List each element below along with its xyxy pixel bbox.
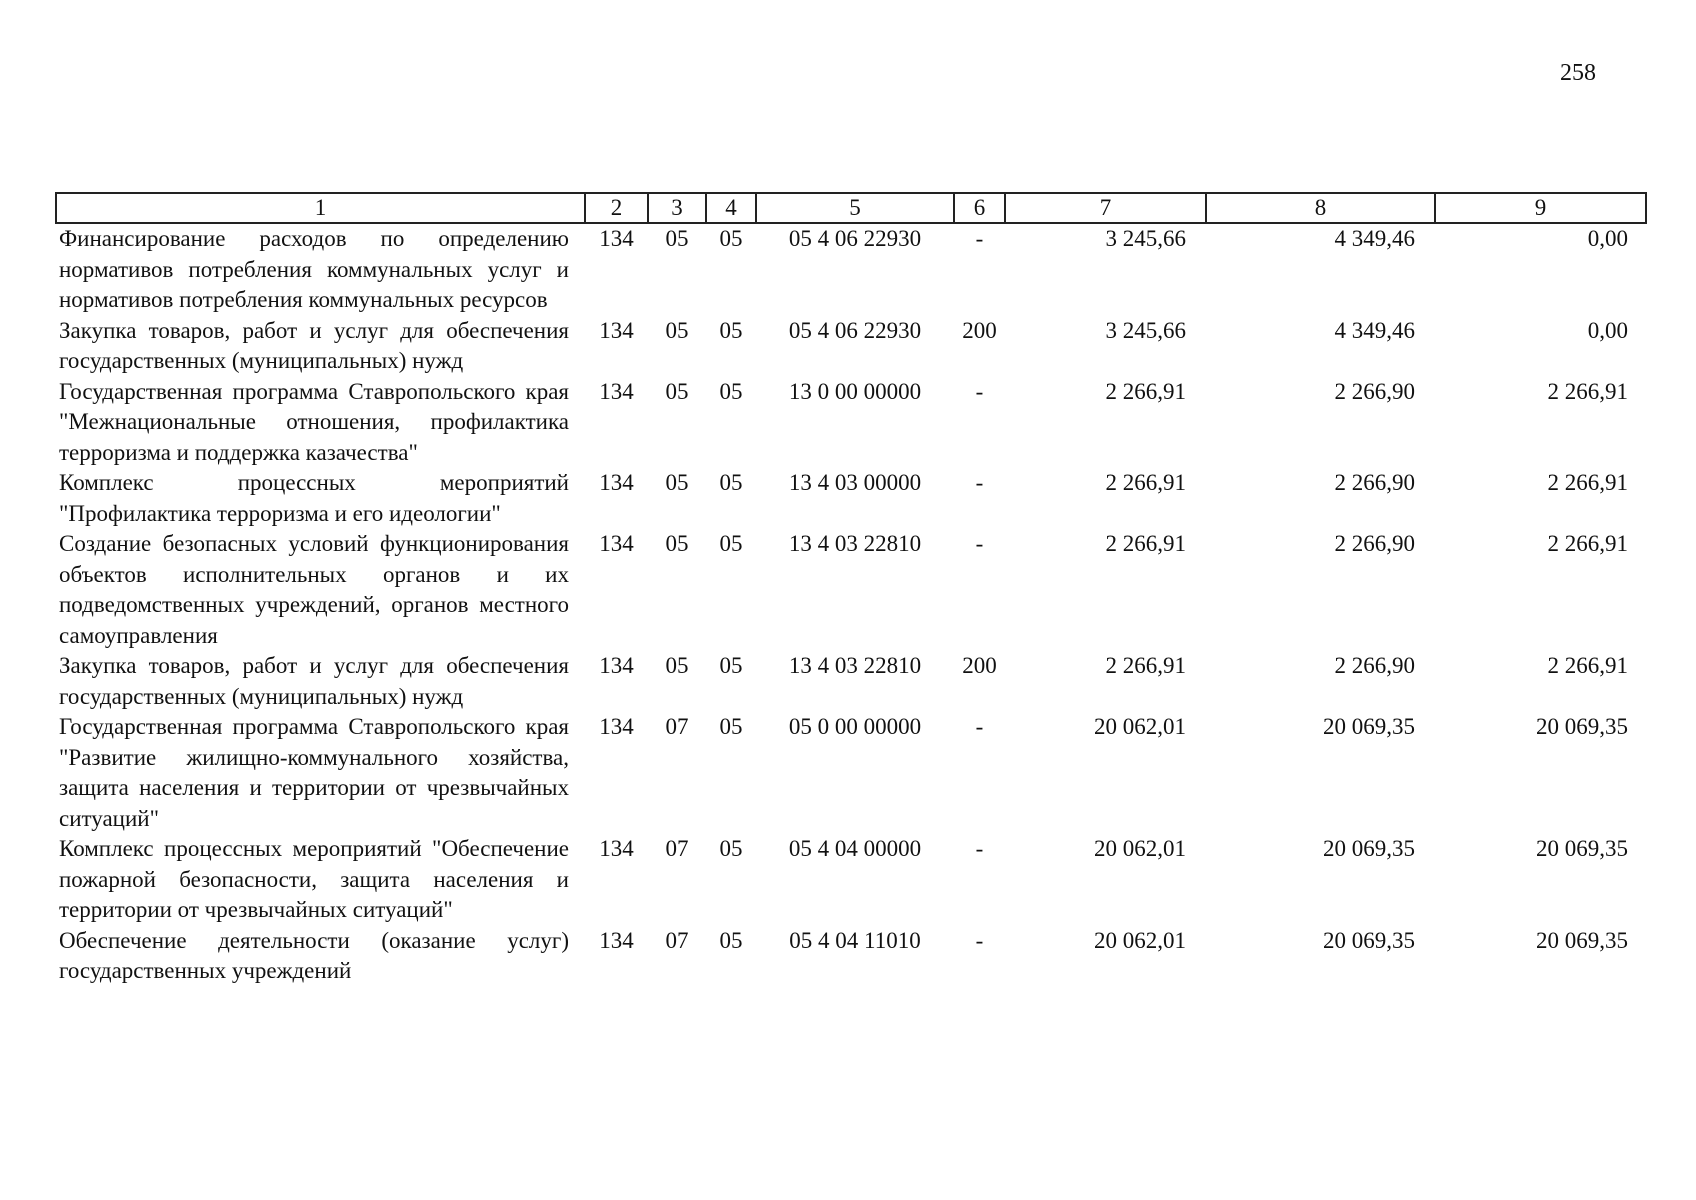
row-value-9: 0,00 <box>1587 317 1628 343</box>
row-name: Закупка товаров, работ и услуг для обеспечения государственных (муниципальных) нужд <box>59 653 569 709</box>
row-code-3: 07 <box>665 714 689 739</box>
column-header-5: 5 <box>756 193 954 223</box>
row-code-5: 13 4 03 22810 <box>788 531 922 556</box>
row-value-9: 0,00 <box>1587 226 1628 251</box>
row-code-3: 05 <box>665 470 689 495</box>
row-code-2: 134 <box>599 378 634 404</box>
column-header-4: 4 <box>706 193 756 223</box>
column-header-8: 8 <box>1206 193 1435 223</box>
row-code-2: 134 <box>599 927 634 953</box>
row-code-4: 05 <box>719 317 743 343</box>
row-value-8: 2 266,90 <box>1334 470 1415 495</box>
row-code-4: 05 <box>719 226 743 251</box>
row-code-3: 05 <box>665 531 689 556</box>
row-name: Комплекс процессных мероприятий "Обеспечение пожарной безопасности, защита населения и территории от чрезвычайных ситуаций" <box>59 836 569 922</box>
row-code-4: 05 <box>719 927 743 953</box>
row-code-6: - <box>975 531 984 556</box>
row-value-7: 3 245,66 <box>1105 226 1186 251</box>
table-row <box>56 529 1646 651</box>
row-value-8: 4 349,46 <box>1334 226 1415 251</box>
row-code-3: 05 <box>665 317 689 343</box>
table-row <box>56 651 1646 712</box>
row-code-2: 134 <box>599 470 634 495</box>
column-header-2: 2 <box>585 193 648 223</box>
row-code-6: - <box>975 378 984 404</box>
row-name: Комплекс процессных мероприятий "Профилактика терроризма и его идеологии" <box>59 470 569 526</box>
column-header-9: 9 <box>1435 193 1646 223</box>
table-row <box>56 468 1646 529</box>
row-code-6: - <box>975 714 984 739</box>
table-row <box>56 316 1646 377</box>
row-value-7: 2 266,91 <box>1105 653 1186 678</box>
row-value-7: 2 266,91 <box>1105 470 1186 495</box>
row-value-8: 20 069,35 <box>1323 927 1415 953</box>
row-value-7: 2 266,91 <box>1105 378 1186 404</box>
row-value-9: 20 069,35 <box>1536 714 1628 739</box>
row-name: Обеспечение деятельности (оказание услуг) государственных учреждений <box>59 927 569 983</box>
row-code-3: 05 <box>665 226 689 251</box>
row-name: Государственная программа Ставропольского края "Межнациональные отношения, профилактика терроризма и поддержка казачества" <box>59 378 569 465</box>
row-value-9: 2 266,91 <box>1547 470 1628 495</box>
row-value-7: 2 266,91 <box>1105 531 1186 556</box>
row-value-8: 20 069,35 <box>1323 714 1415 739</box>
row-code-6: - <box>975 927 984 953</box>
row-value-9: 20 069,35 <box>1536 836 1628 861</box>
row-code-3: 05 <box>665 378 689 404</box>
table-row <box>56 926 1646 987</box>
row-code-5: 05 4 04 00000 <box>788 836 922 861</box>
column-header-3: 3 <box>648 193 706 223</box>
row-code-4: 05 <box>719 470 743 495</box>
row-code-6: - <box>975 226 984 251</box>
row-code-5: 13 4 03 00000 <box>788 470 922 495</box>
row-value-9: 2 266,91 <box>1547 653 1628 678</box>
row-code-5: 05 4 04 11010 <box>789 927 921 953</box>
row-code-4: 05 <box>719 531 743 556</box>
row-code-2: 134 <box>599 836 634 861</box>
row-code-6: - <box>975 836 984 861</box>
row-code-5: 05 4 06 22930 <box>788 317 922 343</box>
column-header-7: 7 <box>1005 193 1206 223</box>
row-code-4: 05 <box>719 378 743 404</box>
row-code-2: 134 <box>599 653 634 678</box>
table-row <box>56 377 1646 469</box>
row-code-3: 07 <box>665 836 689 861</box>
row-name: Закупка товаров, работ и услуг для обеспечения государственных (муниципальных) нужд <box>59 317 569 373</box>
row-code-5: 05 0 00 00000 <box>788 714 922 739</box>
row-code-6: 200 <box>962 317 997 343</box>
row-value-8: 20 069,35 <box>1323 836 1415 861</box>
row-name: Создание безопасных условий функционирования объектов исполнительных органов и их подведомственных учреждений, органов местного самоуправления <box>59 531 569 648</box>
row-value-9: 2 266,91 <box>1547 531 1628 556</box>
row-value-7: 20 062,01 <box>1094 714 1186 739</box>
row-code-5: 13 4 03 22810 <box>788 653 922 678</box>
row-value-8: 2 266,90 <box>1334 653 1415 678</box>
row-code-2: 134 <box>599 317 634 343</box>
row-value-8: 2 266,90 <box>1334 531 1415 556</box>
column-header-1: 1 <box>56 193 585 223</box>
row-code-6: 200 <box>962 653 997 678</box>
row-value-7: 3 245,66 <box>1105 317 1186 343</box>
page-number: 258 <box>1560 60 1596 86</box>
row-code-5: 05 4 06 22930 <box>788 226 922 251</box>
column-header-6: 6 <box>954 193 1005 223</box>
row-value-9: 2 266,91 <box>1547 378 1628 404</box>
row-value-8: 2 266,90 <box>1334 378 1415 404</box>
row-code-2: 134 <box>599 531 634 556</box>
row-name: Государственная программа Ставропольского края "Развитие жилищно-коммунального хозяйства, защита населения и территории от чрезвычайных ситуаций" <box>59 714 569 831</box>
row-code-3: 05 <box>665 653 689 678</box>
row-code-4: 05 <box>719 714 743 739</box>
row-code-2: 134 <box>599 226 634 251</box>
row-code-2: 134 <box>599 714 634 739</box>
row-value-8: 4 349,46 <box>1334 317 1415 343</box>
header-row <box>56 193 1646 223</box>
row-code-6: - <box>975 470 984 495</box>
table-row <box>56 834 1646 926</box>
row-code-4: 05 <box>719 836 743 861</box>
row-code-3: 07 <box>665 927 689 953</box>
row-value-9: 20 069,35 <box>1536 927 1628 953</box>
row-code-5: 13 0 00 00000 <box>788 378 922 404</box>
row-value-7: 20 062,01 <box>1094 836 1186 861</box>
row-name: Финансирование расходов по определению нормативов потребления коммунальных услуг и нормативов потребления коммунальных ресурсов <box>59 226 569 312</box>
row-value-7: 20 062,01 <box>1094 927 1186 953</box>
table-row <box>56 223 1646 316</box>
row-code-4: 05 <box>719 653 743 678</box>
table-row <box>56 712 1646 834</box>
budget-table <box>55 192 1647 987</box>
